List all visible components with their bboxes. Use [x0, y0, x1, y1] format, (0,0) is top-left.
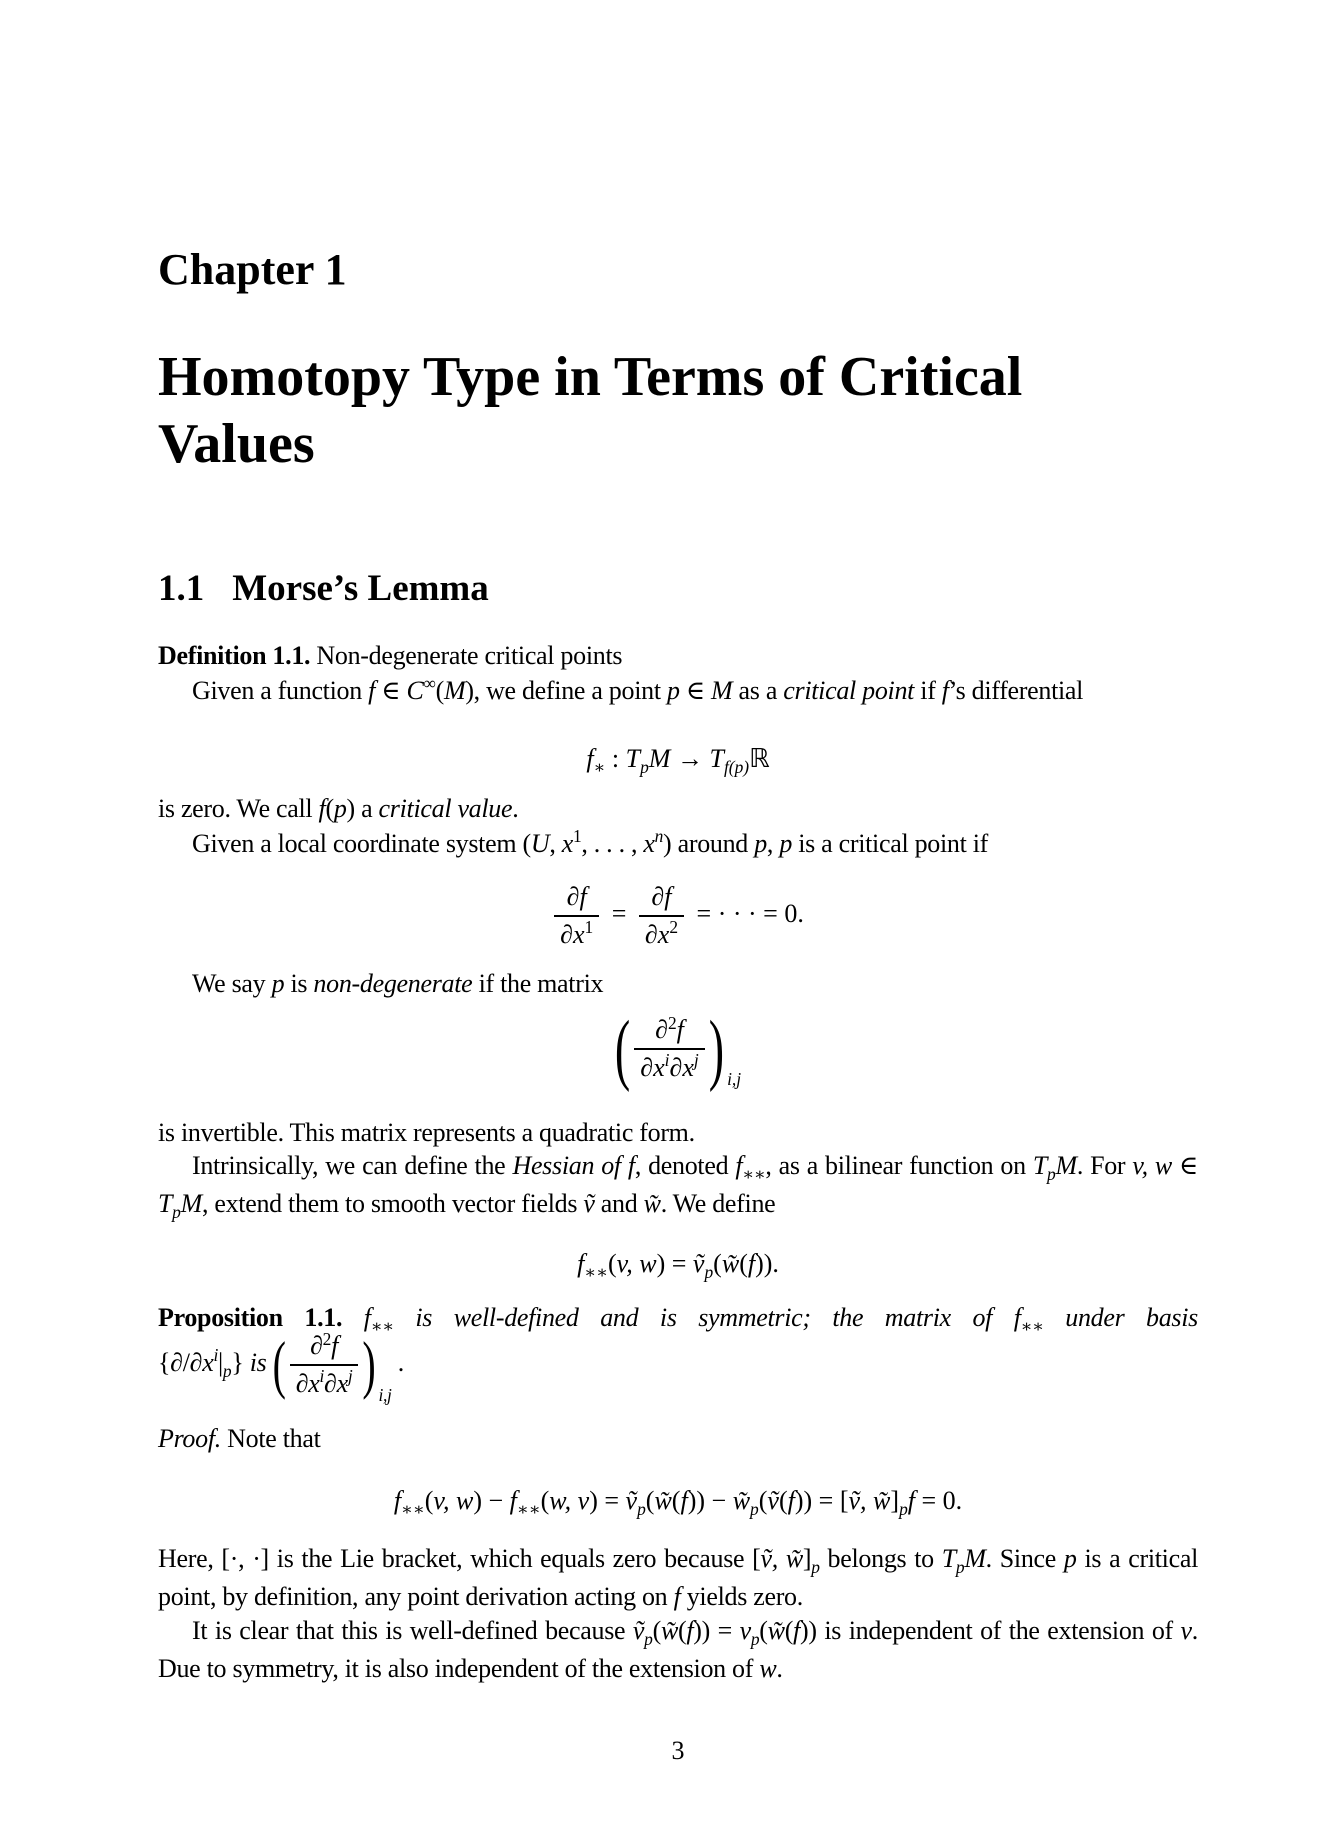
paragraph-well-defined: It is clear that this is well-defined because ṽ$_p$(w̃(f)) = $v_p(w̃(f))$ is independent of the extension of v. Due to symmetry, it is also independent of the extension of w. [158, 1616, 1198, 1683]
equation-hessian-matrix: ( $\frac{\partial^2f}{\partial x^i\partial x^j}$ ) $_{i,j}$ [614, 1004, 742, 1093]
proposition-line1: Proposition 1.1. $f_{∗∗}$ is well-defined and is symmetric; the matrix of $f_{∗∗}$ under basis [158, 1303, 1198, 1337]
fraction: $\frac{\partial f}{\partial x^1}$ [554, 882, 599, 950]
big-paren: ( [614, 1004, 631, 1093]
paragraph-intrinsically: Intrinsically, we can define the Hessian of f, denoted $f_{∗∗}$, as a bilinear function on $T_pM$. For v, w ∈ $T_pM$, extend them to smooth vector fields ṽ and w̃. We define [158, 1151, 1198, 1223]
fraction: $\frac{\partial f}{\partial x^2}$ [639, 882, 684, 950]
equation-differential: $f_∗$ : $T_pM$ → $T_{f(p)}ℝ$ [586, 744, 770, 778]
big-paren: ) [708, 1004, 725, 1093]
section-heading [158, 570, 489, 607]
proposition-line2: $\{\partial/\partial x^i|_p\}$ is ( $\frac{\partial^2f}{\partial x^i\partial x^j}$ ) $_{i,j}$ . [158, 1327, 404, 1405]
paragraph-local-coords: Given a local coordinate system (U, $x^1$, . . . , $x^n$) around p, p is a critical point if [192, 826, 989, 858]
chapter-label: Chapter 1 [158, 245, 347, 294]
paragraph-here-lie-bracket: Here, [·, ·] is the Lie bracket, which equals zero because [ṽ, $w̃]_p$ belongs to $T_pM$. Since p is a critical point, by definition, any point derivation acting on f yields zero. [158, 1544, 1199, 1611]
chapter-title-line1: Homotopy Type in Terms of Critical [158, 346, 1023, 408]
section-number: 1.1 [158, 568, 205, 609]
proof-line: Proof. Note that [158, 1424, 321, 1453]
section-title: Morse’s Lemma [232, 568, 489, 609]
fraction: $\frac{\partial^2f}{\partial x^i\partial x^j}$ [634, 1015, 705, 1083]
page-number: 3 [671, 1736, 685, 1765]
chapter-title [158, 344, 1222, 478]
big-paren: ( [272, 1327, 286, 1401]
paragraph-we-say: We say p is non-degenerate if the matrix [192, 969, 604, 998]
definition-line: Definition 1.1. Non-degenerate critical points [158, 641, 623, 670]
chapter-title-line2: Values [158, 413, 315, 475]
fraction: $\frac{\partial^2f}{\partial x^i\partial x^j}$ [290, 1331, 359, 1399]
paragraph-is-zero: is zero. We call f(p) a critical value. [158, 794, 519, 823]
paragraph-given-function: Given a function f ∈ C∞(M), we define a point p ∈ M as a critical point if f’s differential [192, 673, 1084, 705]
equation-hessian-definition: $f_{∗∗}(v$, w) = ṽ$_p$(w̃(f)). [577, 1249, 779, 1283]
big-paren: ) [362, 1327, 376, 1401]
equation-partials: $\frac{\partial f}{\partial x^1}$ = $\frac{\partial f}{\partial x^2}$ = · · · = 0. [158, 882, 1198, 950]
equation-antisymmetry: $f_{∗∗}(v$, $w) - f_{∗∗}(w$, v) = ṽ$_p$(w̃(f)) − $w̃_p(ṽ(f))$ = [ṽ, $w̃]_pf = 0$. [393, 1486, 963, 1520]
paragraph-invertible: is invertible. This matrix represents a quadratic form. [158, 1118, 695, 1147]
